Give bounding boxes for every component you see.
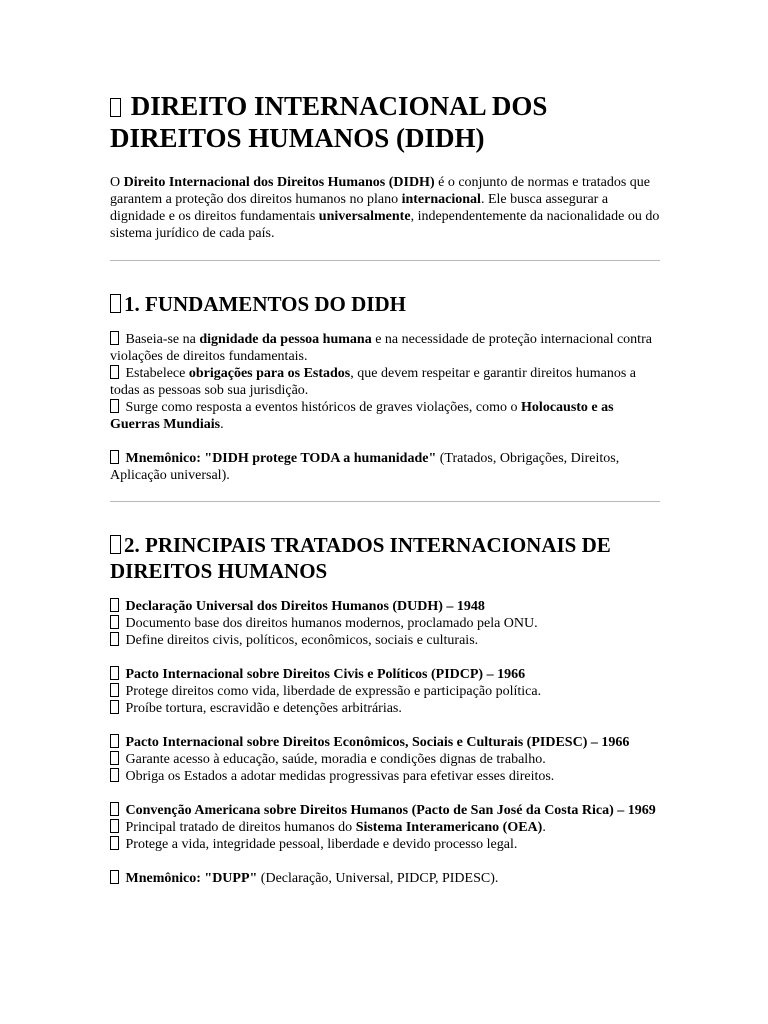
missing-glyph-icon	[110, 450, 119, 464]
missing-glyph-icon	[110, 615, 119, 629]
page-title: DIREITO INTERNACIONAL DOS DIREITOS HUMANOS (DIDH)	[110, 91, 548, 153]
missing-glyph-icon	[110, 870, 119, 884]
treaty-item: Convenção Americana sobre Direitos Humanos (Pacto de San José da Costa Rica) – 1969 Principal tratado de direitos humanos do Sistema Interamericano (OEA). Protege a vida, integridade pessoal, liberdade e devido processo legal.	[110, 802, 660, 853]
mnemonic: Mnemônico: "DUPP" (Declaração, Universal, PIDCP, PIDESC).	[110, 870, 660, 887]
missing-glyph-icon	[110, 98, 121, 117]
missing-glyph-icon	[110, 768, 119, 782]
missing-glyph-icon	[110, 632, 119, 646]
missing-glyph-icon	[110, 734, 119, 748]
missing-glyph-icon	[110, 802, 119, 816]
missing-glyph-icon	[110, 683, 119, 697]
treaty-item: Pacto Internacional sobre Direitos Civis e Políticos (PIDCP) – 1966 Protege direitos como vida, liberdade de expressão e participação política. Proíbe tortura, escravidão e detenções arbitrárias.	[110, 666, 660, 717]
missing-glyph-icon	[110, 294, 121, 313]
mnemonic: Mnemônico: "DIDH protege TODA a humanidade" (Tratados, Obrigações, Direitos, Aplicação universal).	[110, 451, 620, 483]
treaty-item: Declaração Universal dos Direitos Humanos (DUDH) – 1948 Documento base dos direitos humanos modernos, proclamado pela ONU. Define direitos civis, políticos, econômicos, sociais e culturais.	[110, 598, 660, 649]
list-item: Surge como resposta a eventos históricos de graves violações, como o Holocausto e as Guerras Mundiais.	[110, 400, 614, 432]
treaty-item: Pacto Internacional sobre Direitos Econômicos, Sociais e Culturais (PIDESC) – 1966 Garante acesso à educação, saúde, moradia e condições dignas de trabalho. Obriga os Estados a adotar medidas progressivas para efetivar esses direitos.	[110, 734, 660, 785]
intro-paragraph: O Direito Internacional dos Direitos Humanos (DIDH) é o conjunto de normas e tratados que garantem a proteção dos direitos humanos no plano internacional. Ele busca assegurar a dignidade e os direitos fundamentais universalmente, independentemente da nacionalidade ou do sistema jurídico de cada país.	[110, 175, 660, 241]
list-item: Estabelece obrigações para os Estados, que devem respeitar e garantir direitos humanos a todas as pessoas sob sua jurisdição.	[110, 366, 636, 398]
missing-glyph-icon	[110, 598, 119, 612]
missing-glyph-icon	[110, 399, 119, 413]
section-divider	[110, 260, 660, 261]
missing-glyph-icon	[110, 535, 121, 554]
section-divider	[110, 501, 660, 502]
missing-glyph-icon	[110, 365, 119, 379]
list-item: Baseia-se na dignidade da pessoa humana e na necessidade de proteção internacional contra violações de direitos fundamentais.	[110, 332, 652, 364]
section-fundamentos	[110, 291, 660, 484]
missing-glyph-icon	[110, 751, 119, 765]
missing-glyph-icon	[110, 819, 119, 833]
missing-glyph-icon	[110, 836, 119, 850]
section-tratados	[110, 532, 660, 887]
missing-glyph-icon	[110, 666, 119, 680]
section-heading: 1. FUNDAMENTOS DO DIDH	[110, 291, 660, 317]
section-heading: 2. PRINCIPAIS TRATADOS INTERNACIONAIS DE DIREITOS HUMANOS	[110, 533, 611, 583]
missing-glyph-icon	[110, 331, 119, 345]
missing-glyph-icon	[110, 700, 119, 714]
document-page	[110, 90, 660, 887]
